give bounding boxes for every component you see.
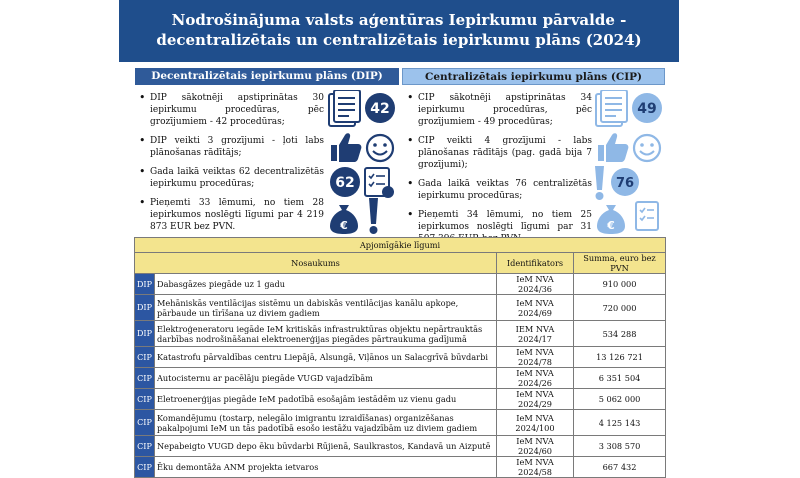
contract-sum: 13 126 721 [574,347,666,368]
contract-name: Elektroģeneratoru iegāde IeM kritiskās infrastruktūras objektu nepārtrauktās darbības nodrošināšanai elektroenerģijas piegādes pārtraukuma gadījumā [155,321,497,347]
dip-section-title: Decentralizētais iepirkumu plāns (DIP) [135,68,399,85]
thumbs-up-icon [598,133,628,162]
dip-bullet-list [136,92,324,233]
smiley-icon [634,135,660,161]
plan-tag: CIP [135,368,155,389]
table-row [135,295,666,321]
dip-bullet: • DIP veikti 3 grozījumi - ļoti labs plānošanas rādītājs; [150,135,324,159]
number-badge-icon [611,168,639,196]
contract-name: Mehāniskās ventilācijas sistēmu un dabiskās ventilācijas kanālu apkope, pārbaude un tīrīšana uz diviem gadiem [155,295,497,321]
plan-tag: CIP [135,347,155,368]
svg-text:€: € [607,219,615,232]
table-row [135,389,666,410]
contract-sum: 3 308 570 [574,436,666,457]
contract-id: IeM NVA 2024/60 [497,436,574,457]
table-title: Apjomīgākie līgumi [135,238,666,253]
contract-name: Ēku demontāža ANM projekta ietvaros [155,457,497,478]
contract-id: IeM NVA 2024/36 [497,274,574,295]
table-row [135,368,666,389]
checklist-icon [365,168,394,198]
cip-bullet-list [404,92,592,245]
number-badge-icon [365,93,395,123]
contract-sum: 667 432 [574,457,666,478]
document-icon [596,90,627,126]
contract-sum: 6 351 504 [574,368,666,389]
dip-bullet: • Pieņemti 33 lēmumi, no tiem 28 iepirkumos noslēgti līgumi par 4 219 873 EUR bez PVN. [150,197,324,233]
contract-name: Eletroenerģijas piegāde IeM padotībā esošajām iestādēm uz vienu gadu [155,389,497,410]
plan-tag: CIP [135,410,155,436]
dip-bullet: • DIP sākotnēji apstiprinātas 30 iepirkumu procedūras, pēc grozījumiem - 42 procedūras; [150,92,324,128]
contract-name: Autocisternu ar pacēlāju piegāde VUGD vajadzībām [155,368,497,389]
smiley-icon [367,135,393,161]
plan-tag: DIP [135,321,155,347]
cip-badge-49: 49 [637,101,657,117]
column-header-sum: Summa, euro bez PVN [574,253,666,274]
page-header [119,0,679,62]
exclamation-icon [595,166,604,200]
page-title-line-1: Nodrošinājuma valsts aģentūras Iepirkumu pārvalde - [171,11,627,29]
plan-tag: CIP [135,457,155,478]
exclamation-icon [369,198,378,234]
plan-tag: DIP [135,274,155,295]
contract-sum: 534 288 [574,321,666,347]
checklist-icon [636,202,658,230]
contract-id: IeM NVA 2024/58 [497,457,574,478]
dip-badge-62: 62 [335,175,355,191]
contract-sum: 5 062 000 [574,389,666,410]
column-header-id: Identifikators [497,253,574,274]
document-icon [329,90,360,126]
number-badge-icon [632,93,662,123]
svg-text:€: € [340,219,348,232]
contract-sum: 720 000 [574,295,666,321]
table-row [135,321,666,347]
money-bag-icon [330,205,358,234]
page-title-line-2: decentralizētais un centralizētais iepirkumu plāns (2024) [156,31,642,49]
table-row [135,457,666,478]
table-row [135,410,666,436]
cip-bullet: • CIP sākotnēji apstiprinātas 34 iepirkumu procedūras, pēc grozījumiem - 49 procedūras; [418,92,592,128]
table-row [135,436,666,457]
plan-tag: CIP [135,389,155,410]
major-contracts-table [134,237,666,478]
table-row [135,347,666,368]
cip-icons [592,90,666,235]
contract-sum: 910 000 [574,274,666,295]
contract-id: IeM NVA 2024/29 [497,389,574,410]
column-header-name: Nosaukums [135,253,497,274]
contract-id: IeM NVA 2024/100 [497,410,574,436]
contract-sum: 4 125 143 [574,410,666,436]
cip-section-title: Centralizētais iepirkumu plāns (CIP) [402,68,665,85]
table-row [135,274,666,295]
dip-badge-42: 42 [370,101,390,117]
cip-bullet: • CIP veikti 4 grozījumi - labs plānošanas rādītājs (pag. gadā bija 7 grozījumi); [418,135,592,171]
contract-name: Nepabeigto VUGD depo ēku būvdarbi Rūjienā, Saulkrastos, Kandavā un Aizputē [155,436,497,457]
cip-bullet: • Gada laikā veiktas 76 centralizētās iepirkumu procedūras; [418,178,592,202]
contract-name: Katastrofu pārvaldības centru Liepājā, Alsungā, Viļānos un Salacgrīvā būvdarbi [155,347,497,368]
number-badge-icon [330,167,360,197]
dip-bullet: • Gada laikā veiktas 62 decentralizētās iepirkumu procedūras; [150,166,324,190]
contract-id: IEM NVA 2024/17 [497,321,574,347]
dip-icons [325,90,399,235]
contract-id: IeM NVA 2024/69 [497,295,574,321]
plan-tag: CIP [135,436,155,457]
contract-id: IeM NVA 2024/26 [497,368,574,389]
money-bag-icon [597,205,625,234]
contract-name: Komandējumu (tostarp, nelegālo imigrantu izraidīšanas) organizēšanas pakalpojumi IeM un tās padotībā esošo iestāžu vajadzībām uz diviem gadiem [155,410,497,436]
cip-bullet: • Pieņemti 34 lēmumi, no tiem 25 iepirkumos noslēgti līgumi par 31 [418,209,592,245]
cip-badge-76: 76 [615,176,635,191]
contract-id: IeM NVA 2024/78 [497,347,574,368]
thumbs-up-icon [331,133,361,162]
contract-name: Dabasgāzes piegāde uz 1 gadu [155,274,497,295]
plan-tag: DIP [135,295,155,321]
